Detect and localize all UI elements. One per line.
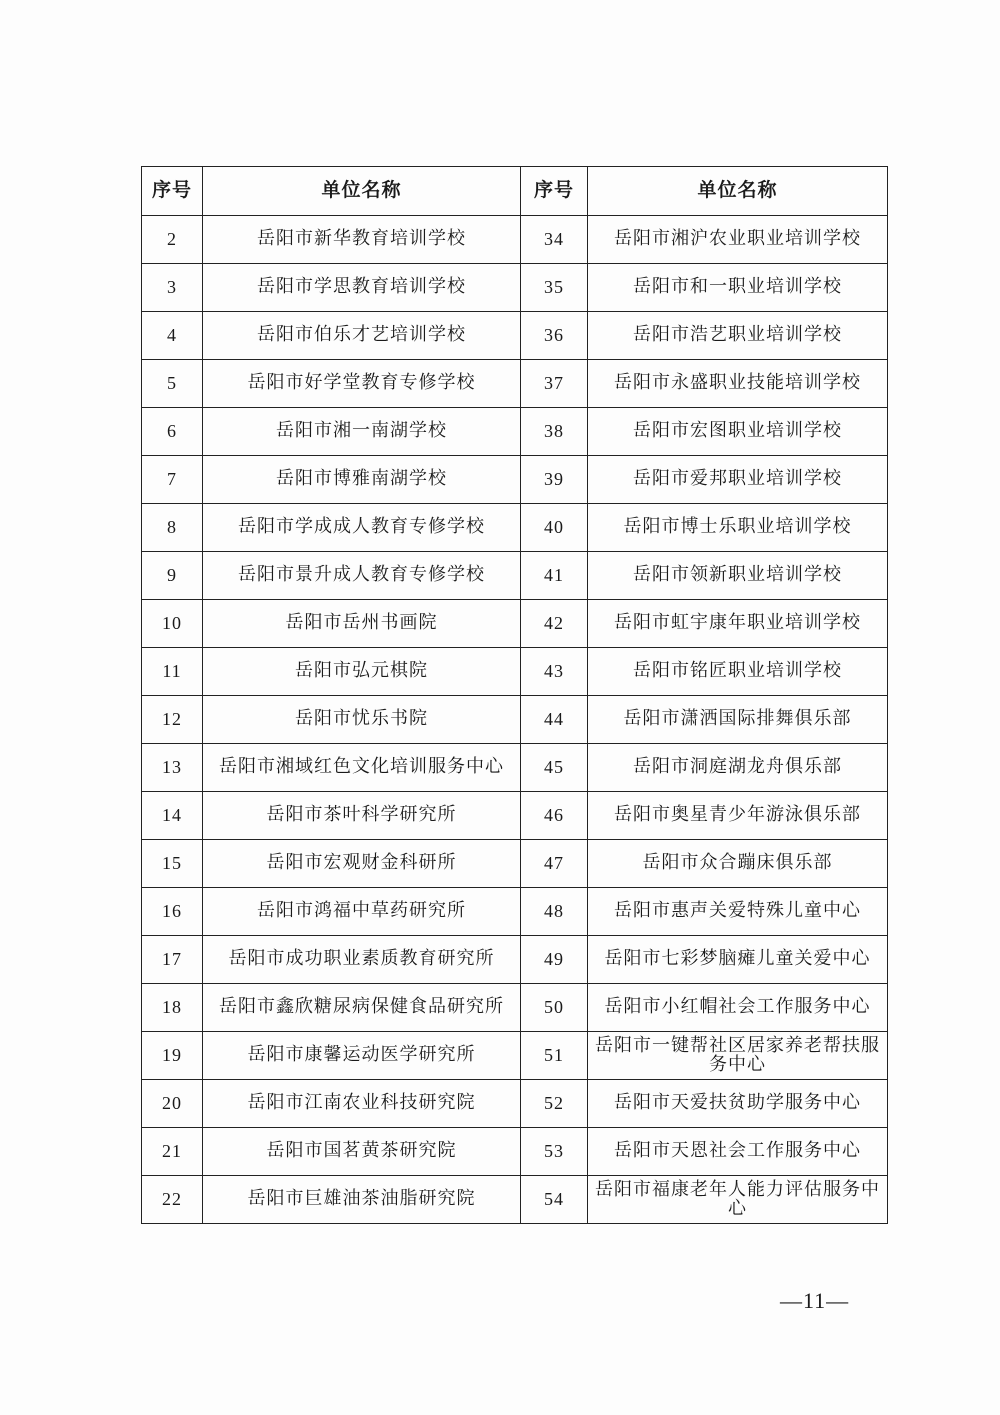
row-unit-name-left: 岳阳市成功职业素质教育研究所 (203, 936, 521, 984)
row-unit-name-left: 岳阳市江南农业科技研究院 (203, 1080, 521, 1128)
row-unit-name-right: 岳阳市潇洒国际排舞俱乐部 (588, 696, 888, 744)
row-unit-name-left: 岳阳市岳州书画院 (203, 600, 521, 648)
row-unit-name-left: 岳阳市好学堂教育专修学校 (203, 360, 521, 408)
header-unit-name-right: 单位名称 (588, 167, 888, 216)
row-index-left: 9 (142, 552, 203, 600)
row-index-left: 3 (142, 264, 203, 312)
row-index-right: 48 (521, 888, 588, 936)
row-index-right: 34 (521, 216, 588, 264)
table-row (142, 744, 888, 792)
table-row (142, 792, 888, 840)
row-index-right: 42 (521, 600, 588, 648)
table-row (142, 552, 888, 600)
page-number: —11— (780, 1288, 850, 1313)
row-unit-name-right: 岳阳市博士乐职业培训学校 (588, 504, 888, 552)
row-unit-name-left: 岳阳市新华教育培训学校 (203, 216, 521, 264)
row-index-left: 15 (142, 840, 203, 888)
row-index-right: 46 (521, 792, 588, 840)
table-row (142, 648, 888, 696)
row-unit-name-right: 岳阳市湘沪农业职业培训学校 (588, 216, 888, 264)
table-row (142, 216, 888, 264)
row-index-right: 50 (521, 984, 588, 1032)
table-row (142, 1128, 888, 1176)
row-unit-name-right: 岳阳市洞庭湖龙舟俱乐部 (588, 744, 888, 792)
row-index-left: 20 (142, 1080, 203, 1128)
row-unit-name-left: 岳阳市鑫欣糖尿病保健食品研究所 (203, 984, 521, 1032)
row-index-left: 19 (142, 1032, 203, 1080)
row-unit-name-right: 岳阳市奥星青少年游泳俱乐部 (588, 792, 888, 840)
header-index-left: 序号 (142, 167, 203, 216)
row-unit-name-right: 岳阳市浩艺职业培训学校 (588, 312, 888, 360)
row-unit-name-right: 岳阳市天爱扶贫助学服务中心 (588, 1080, 888, 1128)
row-unit-name-left: 岳阳市景升成人教育专修学校 (203, 552, 521, 600)
row-index-left: 5 (142, 360, 203, 408)
row-index-right: 45 (521, 744, 588, 792)
row-index-right: 41 (521, 552, 588, 600)
row-unit-name-left: 岳阳市博雅南湖学校 (203, 456, 521, 504)
row-unit-name-right: 岳阳市福康老年人能力评估服务中心 (588, 1176, 888, 1224)
row-unit-name-left: 岳阳市伯乐才艺培训学校 (203, 312, 521, 360)
row-unit-name-right: 岳阳市和一职业培训学校 (588, 264, 888, 312)
row-index-left: 2 (142, 216, 203, 264)
row-index-left: 17 (142, 936, 203, 984)
row-index-left: 14 (142, 792, 203, 840)
row-index-left: 7 (142, 456, 203, 504)
table-row (142, 264, 888, 312)
table-row (142, 984, 888, 1032)
row-index-right: 51 (521, 1032, 588, 1080)
row-index-left: 4 (142, 312, 203, 360)
row-index-left: 21 (142, 1128, 203, 1176)
row-unit-name-right: 岳阳市小红帽社会工作服务中心 (588, 984, 888, 1032)
row-index-right: 49 (521, 936, 588, 984)
header-unit-name-left: 单位名称 (203, 167, 521, 216)
row-index-left: 16 (142, 888, 203, 936)
table-row (142, 312, 888, 360)
row-unit-name-left: 岳阳市湘域红色文化培训服务中心 (203, 744, 521, 792)
table-row (142, 1032, 888, 1080)
row-unit-name-right: 岳阳市永盛职业技能培训学校 (588, 360, 888, 408)
row-unit-name-left: 岳阳市茶叶科学研究所 (203, 792, 521, 840)
header-index-right: 序号 (521, 167, 588, 216)
table-row (142, 504, 888, 552)
row-unit-name-right: 岳阳市领新职业培训学校 (588, 552, 888, 600)
row-index-right: 39 (521, 456, 588, 504)
row-unit-name-left: 岳阳市巨雄油茶油脂研究院 (203, 1176, 521, 1224)
row-index-right: 44 (521, 696, 588, 744)
row-unit-name-left: 岳阳市学思教育培训学校 (203, 264, 521, 312)
row-index-left: 8 (142, 504, 203, 552)
organization-table (141, 166, 888, 1224)
table-header-row (142, 167, 888, 216)
row-index-right: 37 (521, 360, 588, 408)
row-unit-name-right: 岳阳市虹宇康年职业培训学校 (588, 600, 888, 648)
row-index-right: 35 (521, 264, 588, 312)
row-index-left: 18 (142, 984, 203, 1032)
row-index-right: 36 (521, 312, 588, 360)
row-index-right: 40 (521, 504, 588, 552)
row-index-right: 43 (521, 648, 588, 696)
table-row (142, 696, 888, 744)
row-unit-name-right: 岳阳市众合蹦床俱乐部 (588, 840, 888, 888)
table-row (142, 1080, 888, 1128)
row-unit-name-right: 岳阳市宏图职业培训学校 (588, 408, 888, 456)
row-index-right: 47 (521, 840, 588, 888)
row-unit-name-right: 岳阳市天恩社会工作服务中心 (588, 1128, 888, 1176)
row-index-right: 38 (521, 408, 588, 456)
row-unit-name-right: 岳阳市一键帮社区居家养老帮扶服务中心 (588, 1032, 888, 1080)
row-unit-name-left: 岳阳市国茗黄茶研究院 (203, 1128, 521, 1176)
row-index-left: 22 (142, 1176, 203, 1224)
table-row (142, 360, 888, 408)
table-row (142, 408, 888, 456)
row-index-left: 11 (142, 648, 203, 696)
row-unit-name-right: 岳阳市惠声关爱特殊儿童中心 (588, 888, 888, 936)
row-unit-name-right: 岳阳市铭匠职业培训学校 (588, 648, 888, 696)
row-unit-name-left: 岳阳市宏观财金科研所 (203, 840, 521, 888)
table-row (142, 456, 888, 504)
row-unit-name-left: 岳阳市忧乐书院 (203, 696, 521, 744)
table-row (142, 936, 888, 984)
row-unit-name-left: 岳阳市康馨运动医学研究所 (203, 1032, 521, 1080)
table-row (142, 888, 888, 936)
row-index-left: 10 (142, 600, 203, 648)
row-index-right: 54 (521, 1176, 588, 1224)
row-unit-name-left: 岳阳市湘一南湖学校 (203, 408, 521, 456)
row-unit-name-right: 岳阳市七彩梦脑瘫儿童关爱中心 (588, 936, 888, 984)
table-row (142, 600, 888, 648)
row-index-right: 53 (521, 1128, 588, 1176)
row-unit-name-left: 岳阳市学成成人教育专修学校 (203, 504, 521, 552)
row-index-left: 6 (142, 408, 203, 456)
row-unit-name-right: 岳阳市爱邦职业培训学校 (588, 456, 888, 504)
row-index-left: 13 (142, 744, 203, 792)
row-index-left: 12 (142, 696, 203, 744)
row-index-right: 52 (521, 1080, 588, 1128)
row-unit-name-left: 岳阳市弘元棋院 (203, 648, 521, 696)
table-row (142, 840, 888, 888)
table-row (142, 1176, 888, 1224)
row-unit-name-left: 岳阳市鸿福中草药研究所 (203, 888, 521, 936)
table-body (142, 216, 888, 1224)
